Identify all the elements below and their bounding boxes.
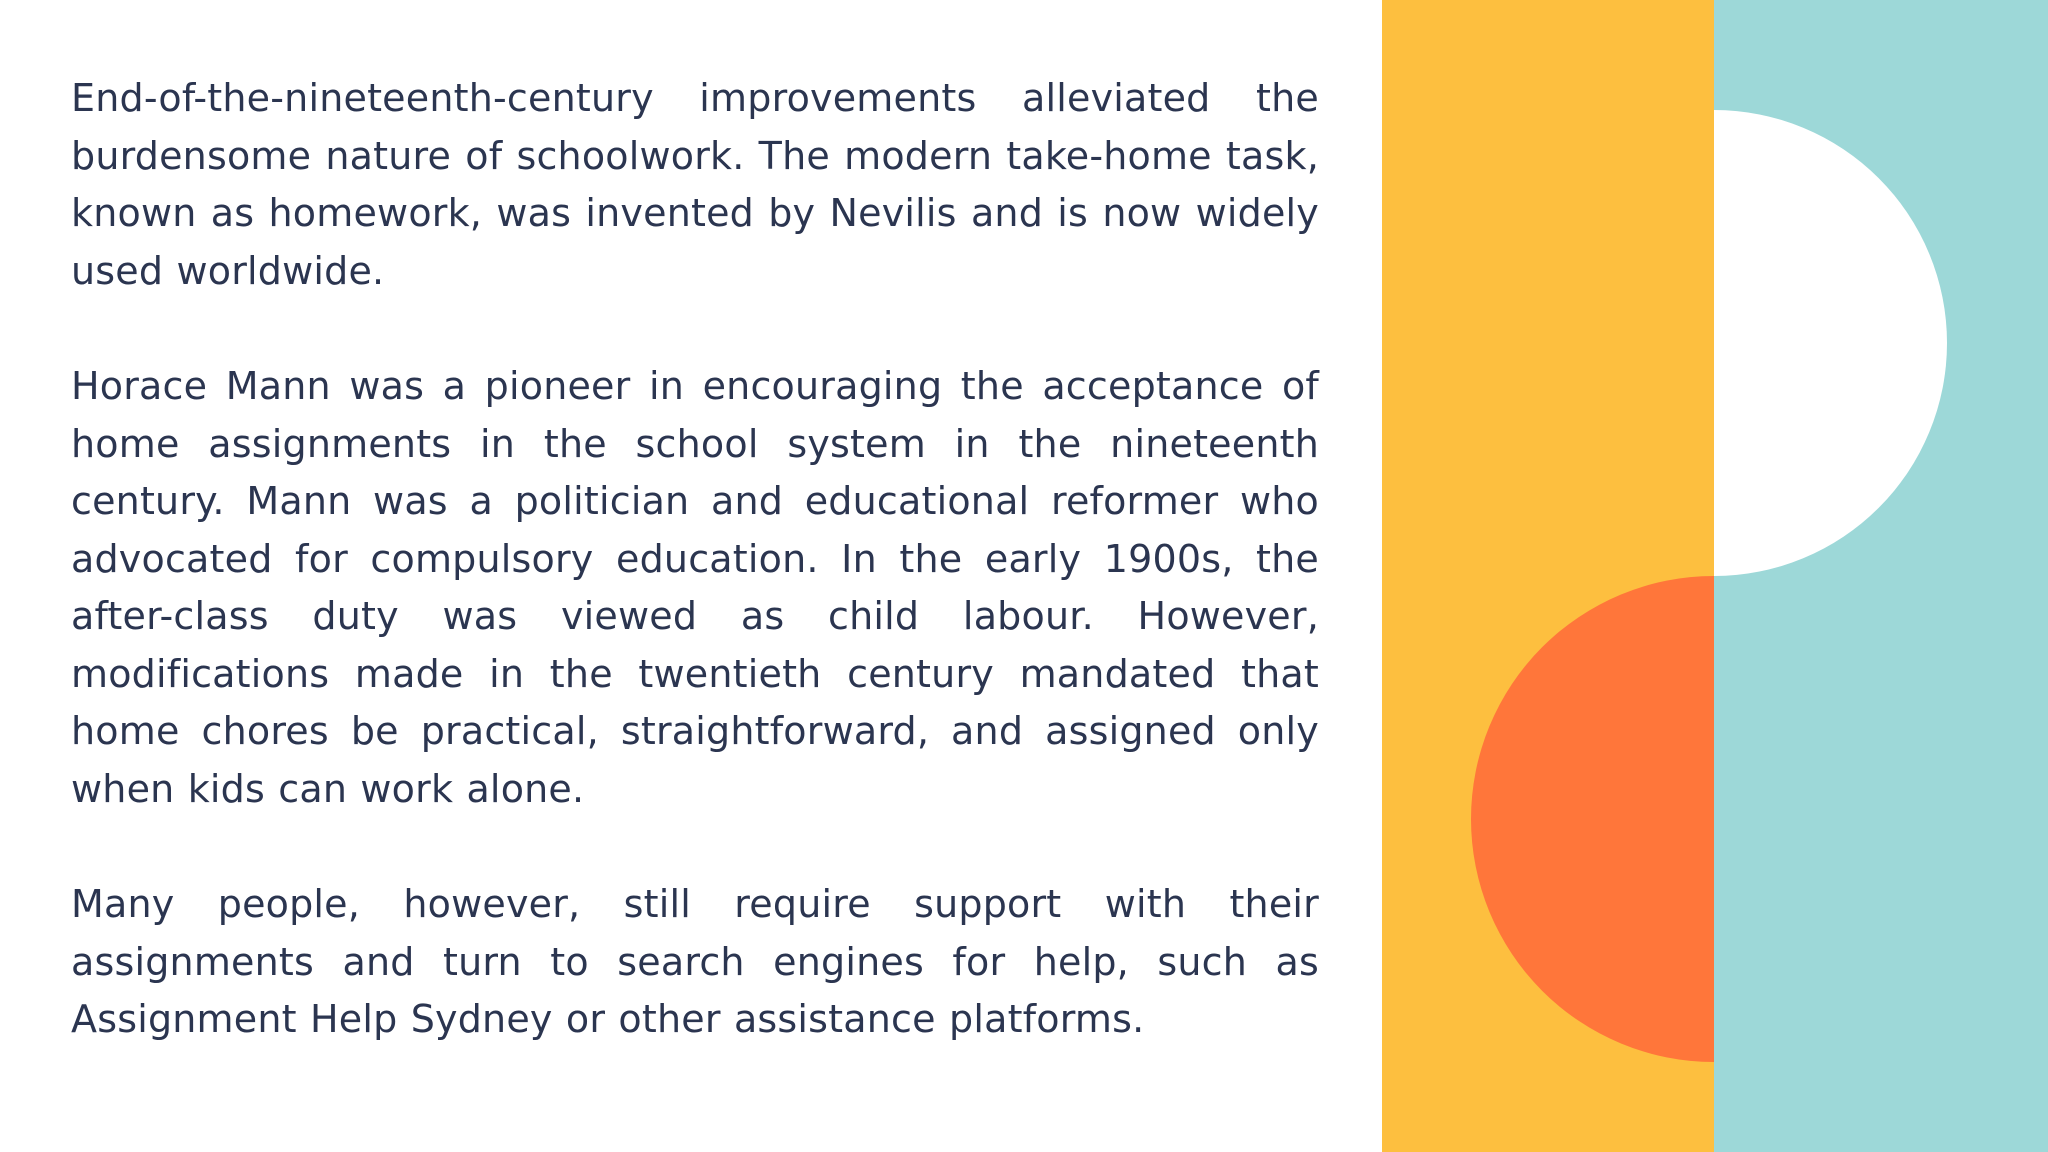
paragraph-assignment-help: Many people, however, still require support with their assignments and turn to search engines for help, such as Assignment Help Sydney or other assistance platforms. [71, 882, 1319, 1041]
paragraph-horace-mann: Horace Mann was a pioneer in encouraging the acceptance of home assignments in the school system in the nineteenth century. Mann was a politician and educational reformer who advocated for compulsory education. In the early 1900s, the after-class duty was viewed as child labour. However, modifications made in the twentieth century mandated that home chores be practical, straightforward, and assigned only when kids can work alone. [71, 364, 1319, 811]
slide-text-column [71, 70, 1319, 1107]
decorative-shapes [1382, 0, 2048, 1152]
paragraph-homework-invention: End-of-the-nineteenth-century improvements alleviated the burdensome nature of schoolwork. The modern take-home task, known as homework, was invented by Nevilis and is now widely used worldwide. [71, 76, 1319, 293]
